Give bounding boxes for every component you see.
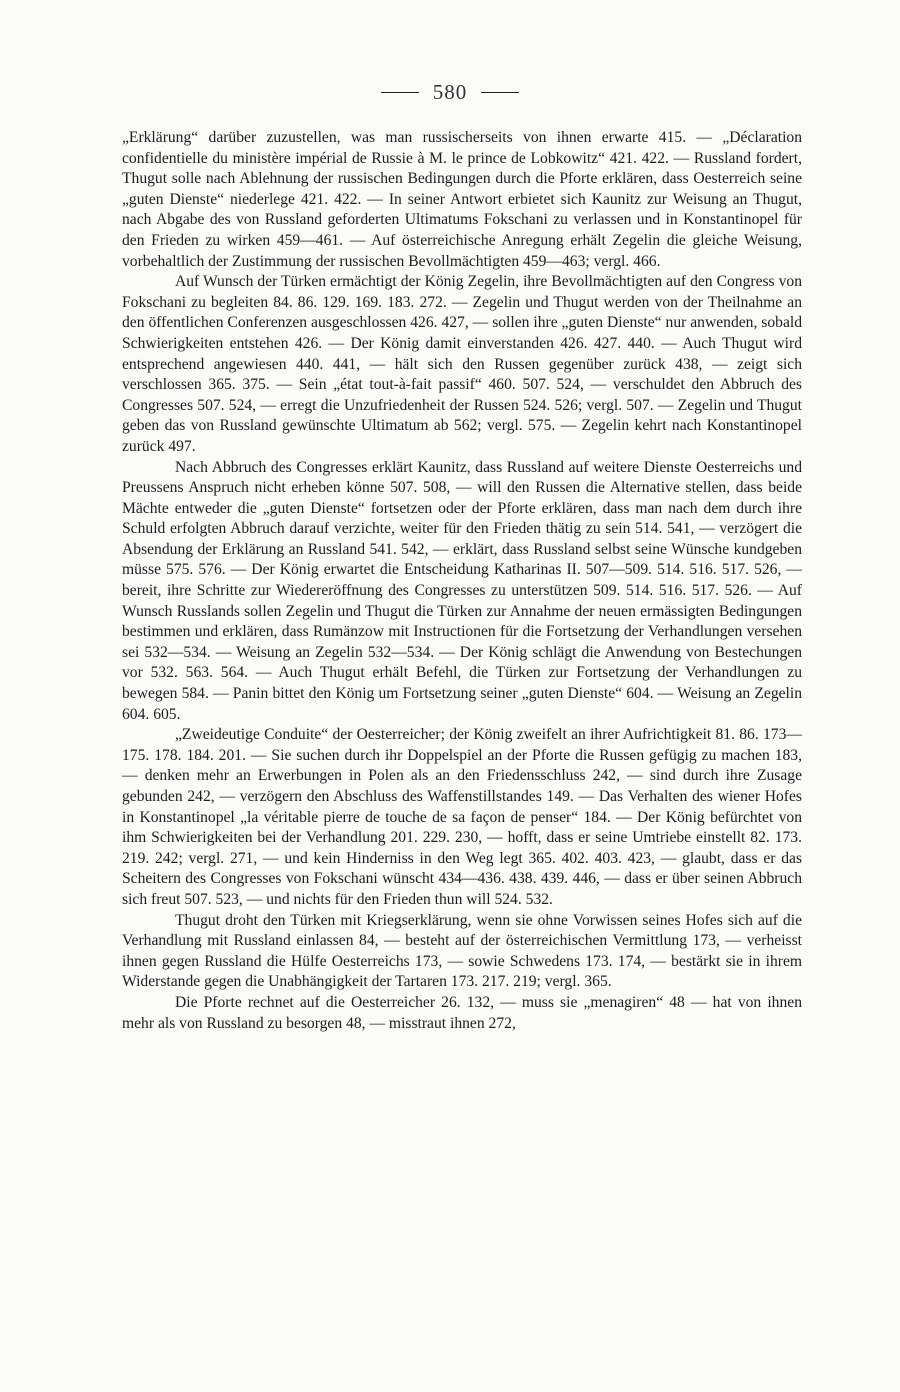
paragraph-zegelin-thugut: Auf Wunsch der Türken ermächtigt der König Zegelin, ihre Bevollmächtigten auf den Congress von Fokschani zu begleiten 84. 86. 129. 169. 183. 272. — Zegelin und Thugut werden von der Theilnahme an den öffentlichen Conferenzen ausgeschlossen 426. 427, — sollen ihre „guten Dienste“ nur anwenden, sobald Schwierigkeiten entstehen 426. — Der König damit einverstanden 426. 427. 440. — Auch Thugut wird entsprechend angewiesen 440. 441, — hält sich den Russen gegenüber zurück 438, — zeigt sich verschlossen 365. 375. — Sein „état tout-à-fait passif“ 460. 507. 524, — verschuldet den Abbruch des Congresses 507. 524, — erregt die Unzufriedenheit der Russen 524. 526; vergl. 507. — Zegelin und Thugut geben das von Russland gewünschte Ultimatum ab 562; vergl. 575. — Zegelin kehrt nach Konstantinopel zurück 497. (122, 273, 802, 455)
paragraph-continuation: „Erklärung“ darüber zuzustellen, was man russischerseits von ihnen erwarte 415. — „Déclaration confidentielle du ministère impérial de Russie à M. le prince de Lobkowitz“ 421. 422. — Russland fordert, Thugut solle nach Ablehnung der russischen Bedingungen durch die Pforte erklären, dass Oesterreich seine „guten Dienste“ niederlege 421. 422. — In seiner Antwort erbietet sich Kaunitz zur Weisung an Thugut, nach Abgabe des von Russland geforderten Ultimatums Fokschani zu verlassen und in Konstantinopel für den Frieden zu wirken 459—461. — Auf österreichische Anregung erhält Zegelin die gleiche Weisung, vorbehaltlich der Zustimmung der russischen Bevollmächtigten 459—463; vergl. 466. (122, 129, 802, 270)
paragraph-zweideutige-conduite: „Zweideutige Conduite“ der Oesterreicher; der König zweifelt an ihrer Aufrichtigkeit 81. 86. 173—175. 178. 184. 201. — Sie suchen durch ihr Doppelspiel an der Pforte die Russen gefügig zu machen 183, — denken mehr an Erwerbungen in Polen als an den Friedensschluss 242, — sind durch ihre Zusage gebunden 242, — verzögern den Abschluss des Waffenstillstandes 149. — Das Verhalten des wiener Hofes in Konstantinopel „la véritable pierre de touche de sa façon de penser“ 184. — Der König befürchtet von ihm Schwierigkeiten bei der Verhandlung 201. 229. 230, — hofft, dass er seine Umtriebe einstellt 82. 173. 219. 242; vergl. 271, — und kein Hinderniss in den Weg legt 365. 402. 403. 423, — glaubt, dass er das Scheitern des Congresses von Fokschani wünscht 434—436. 438. 439. 446, — dass er über seinen Abbruch sich freut 507. 523, — und nichts für den Frieden thun will 524. 532. (122, 726, 802, 908)
paragraph-pforte: Die Pforte rechnet auf die Oesterreicher 26. 132, — muss sie „menagiren“ 48 — hat von ihnen mehr als von Russland zu besorgen 48, — misstraut ihnen 272, (122, 993, 802, 1032)
page-header (0, 80, 900, 105)
page-number: 580 (432, 80, 468, 104)
body-text (122, 128, 802, 1034)
header-rule-right (481, 92, 519, 93)
header-rule-left (381, 92, 419, 93)
paragraph-after-congress: Nach Abbruch des Congresses erklärt Kaunitz, dass Russland auf weitere Dienste Oesterreichs und Preussens Anspruch nicht erheben könne 507. 508, — will den Russen die Alternative stellen, dass beide Mächte entweder die „guten Dienste“ fortsetzen oder der Pforte erklären, dass man nach dem durch ihre Schuld erfolgten Abbruch darauf verzichte, weiter für den Frieden thätig zu sein 514. 541, — verzögert die Absendung der Erklärung an Russland 541. 542, — erklärt, dass Russland selbst seine Wünsche kundgeben müsse 575. 576. — Der König erwartet die Entscheidung Katharinas II. 507—509. 514. 516. 517. 526, — bereit, ihre Schritte zur Wiedereröffnung des Congresses zu unterstützen 509. 514. 516. 517. 526. — Auf Wunsch Russlands sollen Zegelin und Thugut die Türken zur Annahme der neuen ermässigten Bedingungen bestimmen und erklären, dass Rumänzow mit Instructionen für die Fortsetzung der Verhandlungen versehen sei 532—534. — Weisung an Zegelin 532—534. — Der König schlägt die Anwendung von Bestechungen vor 532. 563. 564. — Auch Thugut erhält Befehl, die Türken zur Fortsetzung der Verhandlungen zu bewegen 584. — Panin bittet den König um Fortsetzung seiner „guten Dienste“ 604. — Weisung an Zegelin 604. 605. (122, 458, 802, 723)
paragraph-thugut-droht: Thugut droht den Türken mit Kriegserklärung, wenn sie ohne Vorwissen seines Hofes sich auf die Verhandlung mit Russland einlassen 84, — besteht auf der österreichischen Vermittlung 173, — verheisst ihnen gegen Russland die Hülfe Oesterreichs 173, — sowie Schwedens 173. 174, — bestärkt sie in ihrem Widerstande gegen die Unabhängigkeit der Tartaren 173. 217. 219; vergl. 365. (122, 911, 802, 991)
